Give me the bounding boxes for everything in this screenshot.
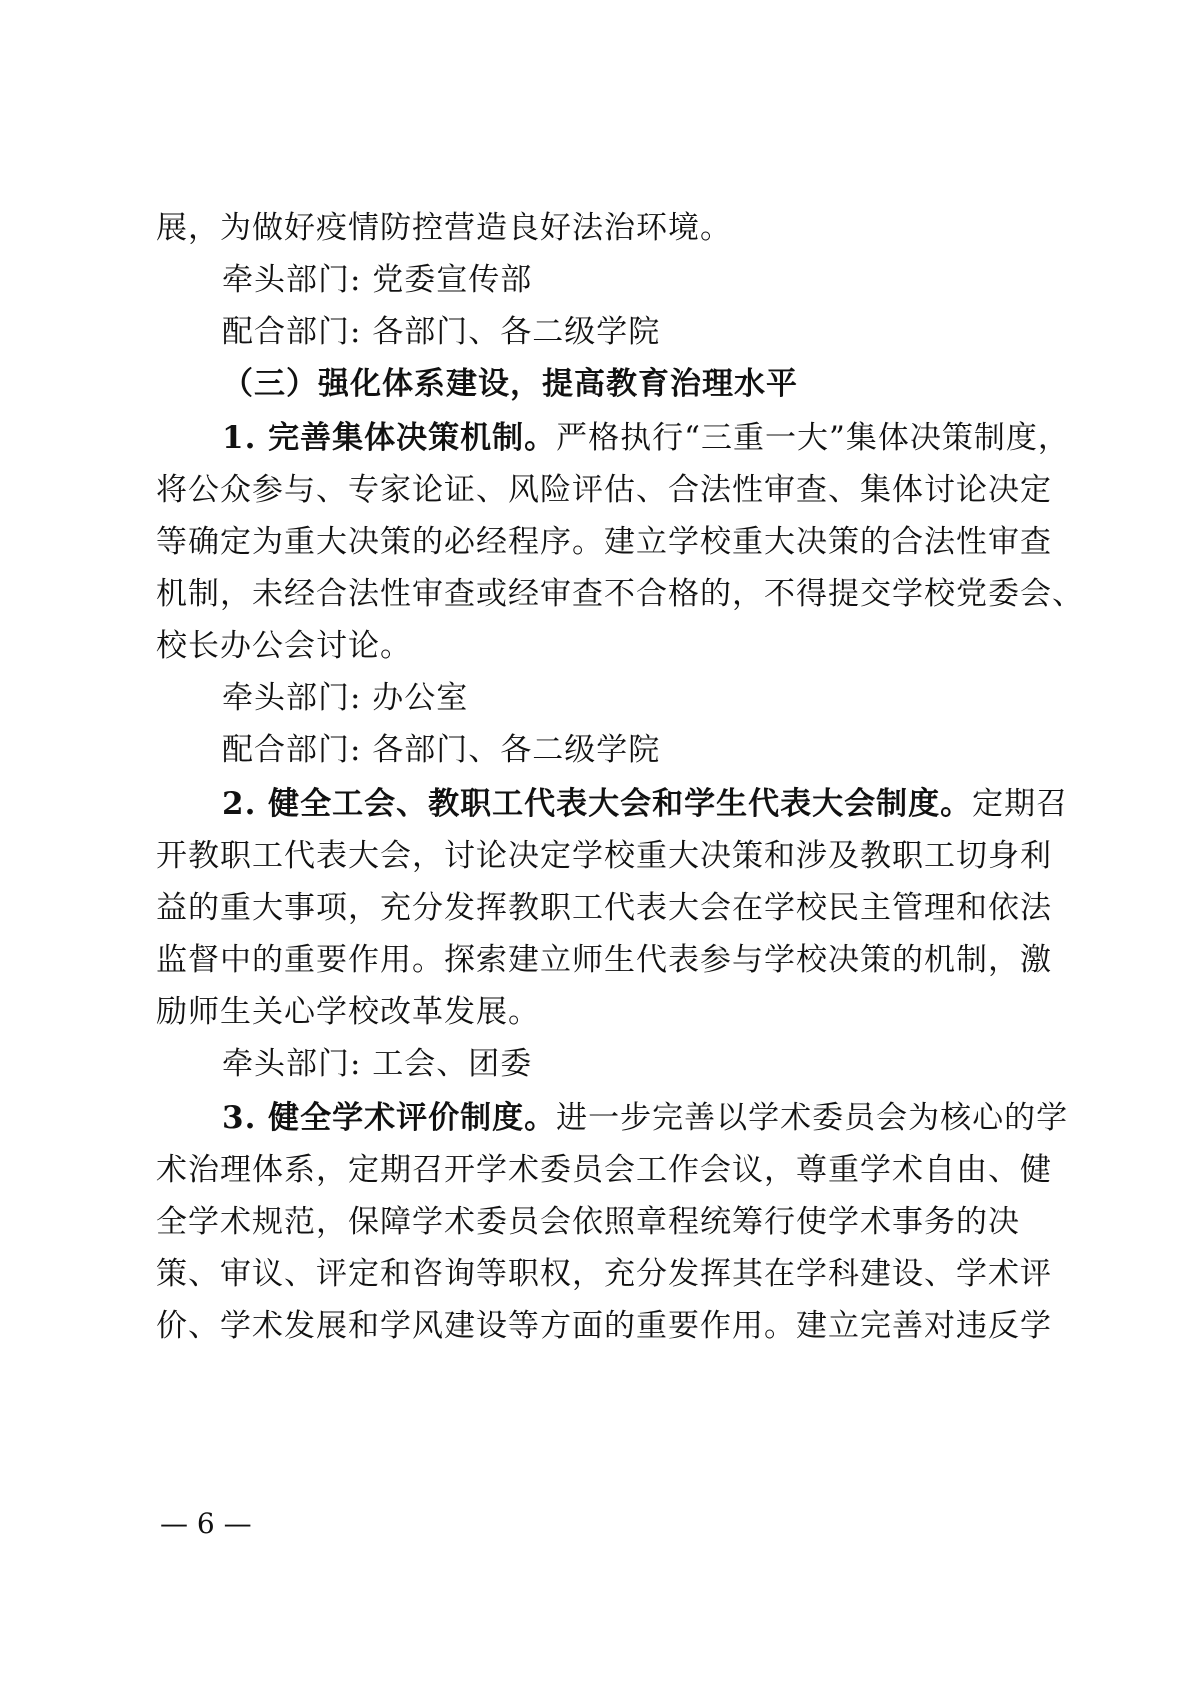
item-1-text: 严格执行“三重一大”集体决策制度， <box>556 420 1070 456</box>
section-heading: （三）强化体系建设，提高教育治理水平 <box>222 366 798 402</box>
cooperating-department-line: 配合部门: 各部门、各二级学院 <box>222 732 661 768</box>
paragraph-line: 励师生关心学校改革发展。 <box>156 994 540 1030</box>
paragraph-line: 全学术规范，保障学术委员会依照章程统筹行使学术事务的决 <box>156 1204 1020 1240</box>
paragraph-line: 监督中的重要作用。探索建立师生代表参与学校决策的机制，激 <box>156 942 1052 978</box>
paragraph-line: 等确定为重大决策的必经程序。建立学校重大决策的合法性审查 <box>156 524 1052 560</box>
page-number: — 6 — <box>160 1507 252 1540</box>
item-2-heading: 2. 健全工会、教职工代表大会和学生代表大会制度。 <box>222 786 973 822</box>
paragraph-line: 价、学术发展和学风建设等方面的重要作用。建立完善对违反学 <box>156 1308 1052 1344</box>
lead-department-line: 牵头部门: 党委宣传部 <box>222 262 533 298</box>
paragraph-line: 益的重大事项，充分发挥教职工代表大会在学校民主管理和依法 <box>156 890 1052 926</box>
paragraph-line: 校长办公会讨论。 <box>156 628 412 664</box>
item-3-first-line <box>222 1090 1069 1146</box>
lead-department-line: 牵头部门: 工会、团委 <box>222 1046 533 1082</box>
item-2-first-line <box>222 776 1069 832</box>
paragraph-line: 术治理体系，定期召开学术委员会工作会议，尊重学术自由、健 <box>156 1152 1052 1188</box>
item-3-text: 进一步完善以学术委员会为核心的学 <box>556 1100 1069 1136</box>
paragraph-line: 展，为做好疫情防控营造良好法治环境。 <box>156 210 732 246</box>
item-1-heading: 1. 完善集体决策机制。 <box>222 420 557 456</box>
paragraph-line: 将公众参与、专家论证、风险评估、合法性审查、集体讨论决定 <box>156 472 1052 508</box>
item-3-heading: 3. 健全学术评价制度。 <box>222 1100 557 1136</box>
paragraph-line: 机制，未经合法性审查或经审查不合格的，不得提交学校党委会、 <box>156 576 1084 612</box>
item-2-text: 定期召 <box>972 786 1069 822</box>
cooperating-department-line: 配合部门: 各部门、各二级学院 <box>222 314 661 350</box>
paragraph-line: 开教职工代表大会，讨论决定学校重大决策和涉及教职工切身利 <box>156 838 1052 874</box>
paragraph-line: 策、审议、评定和咨询等职权，充分发挥其在学科建设、学术评 <box>156 1256 1052 1292</box>
lead-department-line: 牵头部门: 办公室 <box>222 680 469 716</box>
item-1-first-line <box>222 410 1070 466</box>
